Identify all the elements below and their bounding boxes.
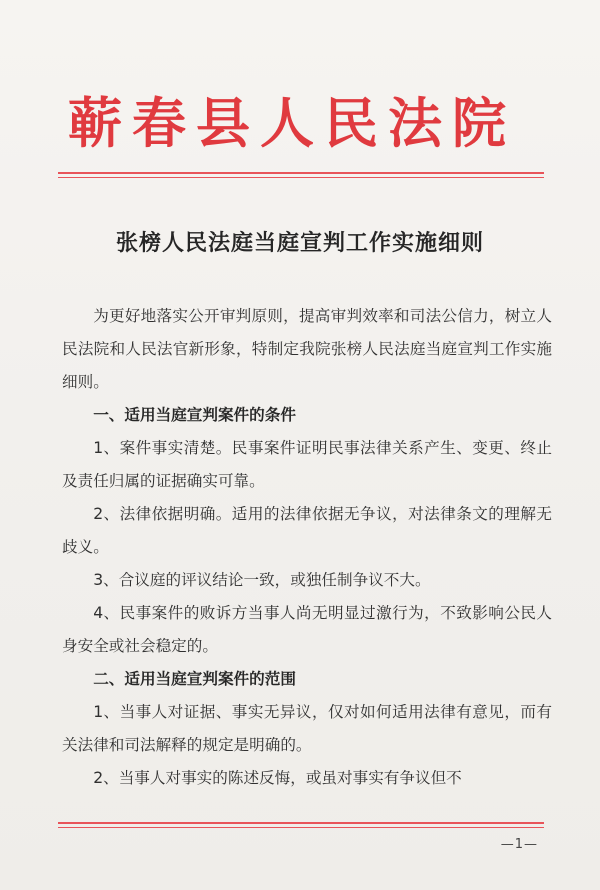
section-2-item-2: 2、当事人对事实的陈述反悔，或虽对事实有争议但不 <box>93 769 462 787</box>
page-number: —1— <box>500 837 538 852</box>
court-letterhead-title: 蕲春县人民法院 <box>68 91 516 155</box>
section-1-item-2: 2、法律依据明确。适用的法律依据无争议，对法律条文的理解无歧义。 <box>62 505 552 556</box>
section-1-item-3: 3、合议庭的评议结论一致，或独任制争议不大。 <box>93 571 431 589</box>
intro-paragraph: 为更好地落实公开审判原则，提高审判效率和司法公信力，树立人民法院和人民法官新形象，特制定我院张榜人民法庭当庭宣判工作实施细则。 <box>62 307 552 391</box>
section-1-heading: 一、适用当庭宣判案件的条件 <box>93 406 296 424</box>
section-2-heading: 二、适用当庭宣判案件的范围 <box>93 670 296 688</box>
section-1-item-4: 4、民事案件的败诉方当事人尚无明显过激行为，不致影响公民人身安全或社会稳定的。 <box>62 604 552 655</box>
section-1-item-1: 1、案件事实清楚。民事案件证明民事法律关系产生、变更、终止及责任归属的证据确实可靠。 <box>62 439 552 490</box>
document-body <box>62 300 552 795</box>
footer-rule-top <box>58 822 544 824</box>
footer-rule-bottom <box>58 827 544 828</box>
letterhead-rule-top <box>58 172 544 174</box>
letterhead-rule-bottom <box>58 177 544 178</box>
document-title: 张榜人民法庭当庭宣判工作实施细则 <box>115 231 484 256</box>
section-2-item-1: 1、当事人对证据、事实无异议，仅对如何适用法律有意见，而有关法律和司法解释的规定是明确的。 <box>62 703 552 754</box>
